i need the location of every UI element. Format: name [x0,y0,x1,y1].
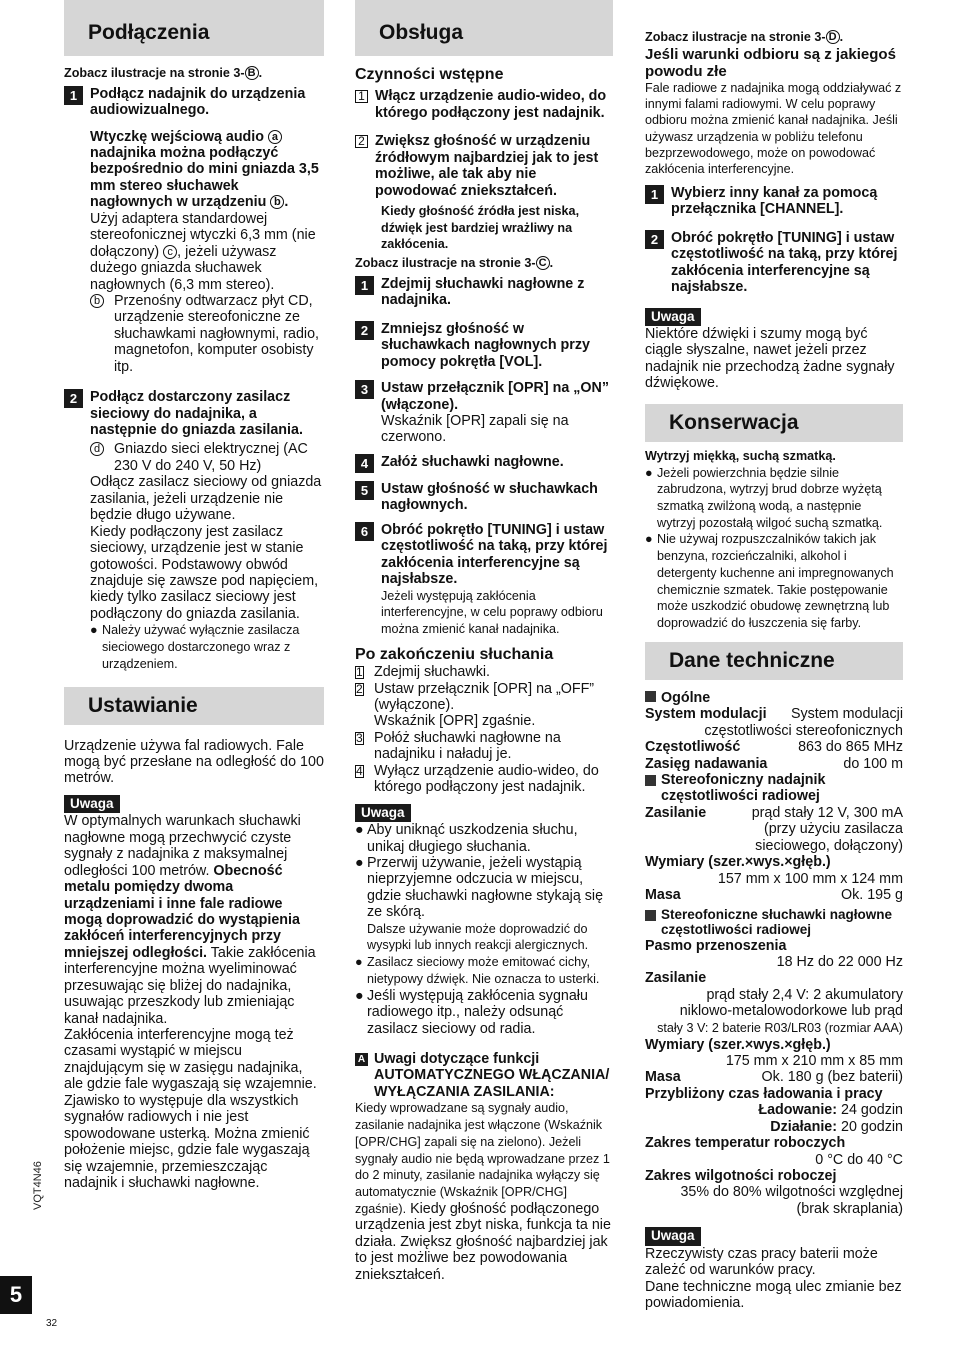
step-2-body: d Gniazdo sieci elektrycznej (AC 230 V do 240 V, 50 Hz) Odłącz zasilacz sieciowy od gniazda zasilania, jeżeli urządzenie nie będzie długo używane. Kiedy podłączony jest zasilacz sieciowy, urządzenie jest w stanie gotowości. Podstawowy obwód znajduje się zawsze pod napięciem, kiedy tylko zasilacz sieciowy jest podłączony do gniazda zasilania. ● Należy używać wyłącznie zasilacza sieciowego dostarczonego wraz z urządzeniem. [90,441,322,671]
step-number-icon: 1 [64,86,83,105]
note-badge: Uwaga [355,804,411,823]
illustration-ref: Zobacz ilustracje na stronie 3- B . [64,66,263,80]
illustration-ref: Zobacz ilustracje na stronie 3- C . [355,256,554,271]
section-header-operation: Obsługa [355,0,613,56]
note-badge: Uwaga [645,308,701,327]
auto-power-note: A Uwagi dotyczące funkcji AUTOMATYCZNEGO WŁĄCZANIA/ WYŁĄCZANIA ZASILANIA: [355,1051,613,1100]
section-header-setup: Ustawianie [64,687,324,725]
document-code: VQT4N46 [32,1161,44,1210]
section-header-maintenance: Konserwacja [645,404,903,442]
page-number: 5 [0,1276,32,1314]
illustration-ref: Zobacz ilustracje na stronie 3- D . [645,30,844,44]
op-step-1: 1 Zdejmij słuchawki nagłowne z nadajnika. [355,276,613,309]
section-header-specs: Dane techniczne [645,642,903,680]
section-header-connections: Podłączenia [64,0,324,56]
reception-step-2: 2 Obróć pokrętło [TUNING] i ustaw częstotliwość na taką, przy której zakłócenia interferencyjne są najsłabsze. [645,230,903,296]
note-badge: Uwaga [64,795,120,814]
small-page-number: 32 [46,1318,58,1329]
prep-step-2: 2 Zwiększ głośność w urządzeniu źródłowym najbardziej jak to jest możliwe, ale tak aby nie powodować zniekształceń. [355,133,613,199]
op-step-5: 5 Ustaw głośność w słuchawkach nagłownych. [355,481,613,514]
step-1-body: Wtyczkę wejściową audio a nadajnika można podłączyć bezpośrednio do mini gniazda 3,5 mm stereo słuchawek nagłownych w urządzeniu b . Użyj adaptera standardowej stereofonicznej wtyczki 6,3 mm (nie dołączony) c , jeżeli używasz dużego gniazda słuchawek nagłownych (6,3 mm stereo). b Przenośny odtwarzacz płyt CD, urządzenie stereofoniczne ze słuchawkami nagłownymi, radio, magnetofon, komputer osobisty itp. [64,129,324,376]
step-number-icon: 2 [64,389,83,408]
column-middle: Obsługa Czynności wstępne 1 Włącz urządzenie audio-wideo, do którego podłączony jest nadajnik. 2 Zwiększ głośność w urządzeniu źródłowym najbardziej jak to jest możliwe, ale tak aby nie powodować zniekształceń. Kiedy głośność źródła jest niska, dźwięk jest bardziej wrażliwy na zakłócenia. Zobacz ilustracje na stronie 3- C . 1 Zdejmij słuchawki nagłowne z nadajnika. 2 Zmniejsz głośność w słuchawkach nagłownych przy pomocy pokrętła [VOL]. 3 Ustaw przełącznik [OPR] na „ON” (włączone). Wskaźnik [OPR] zapali się na czerwono. 4 Załóż słuchawki nagłowne. 5 Ustaw głośność w słuchawkach nagłownych. 6 Obróć pokrętło [TUNING] i ustaw częstotliwość na taką, przy której zakłócenia interferencyjne są najsłabsze. Jeżeli występują zakłócenia interferencyjne, w celu poprawy odbioru można zmienić kanał nadajnika. Po zakończeniu słuchania 1 Zdejmij słuchawki. 2 Ustaw przełącznik [OPR] na „OFF” (wyłączone). Wskaźnik [OPR] zgaśnie. 3 Połóż słuchawki nagłowne na nadajniku i naładuj je. 4 Wyłącz urządzenie audio-wideo, do którego podłączony jest nadajnik. Uwaga ● Aby uniknąć uszkodzenia słuchu, unikaj długiego słuchania. ● Przerwij używanie, jeżeli wystąpią nieprzyjemne odczucia w miejscu, gdzie słuchawki nagłowne stykają się ze skórą. Dalsze używanie może doprowadzić do wysypki lub innych reakcji alergicznych. ● Zasilacz sieciowy może emitować cichy, nietypowy dźwięk. Nie oznacza to usterki. ● Jeśli występują zakłócenia sygnału radiowego itp., należy odsunąć zasilacz sieciowy od radia. A Uwagi dotyczące funkcji AUTOMATYCZNEGO WŁĄCZANIA/ WYŁĄCZANIA ZASILANIA: Kiedy wprowadzane są sygnały audio, zasilanie nadajnika jest włączone (Wskaźnik [OPR/CHG] zapali się na zielono). Jeżeli sygnały audio nie będą wprowadzane przez 1 do 2 minuty, zasilanie nadajnika wyłączy się automatycznie (Wskaźnik [OPR/CHG] zgaśnie). Kiedy głośność podłączonego urządzenia jest zbyt niska, funkcja ta nie działa. Zwiększ głośność najbardziej jak to jest możliwe bez powodowania zniekształceń. [355,0,613,1283]
column-right: Zobacz ilustracje na stronie 3- D . Jeśli warunki odbioru są z jakiegoś powodu złe Fale radiowe z nadajnika mogą oddziaływać z innymi falami radiowymi. W celu poprawy odbioru można zmienić kanał nadajnika. Jeśli używasz urządzenia w pobliżu telefonu bezprzewodowego, może on powodować zakłócenia interferencyjne. 1 Wybierz inny kanał za pomocą przełącznika [CHANNEL]. 2 Obróć pokrętło [TUNING] i ustaw częstotliwość na taką, przy której zakłócenia interferencyjne są najsłabsze. Uwaga Niektóre dźwięki i szumy mogą być ciągle słyszalne, nawet jeżeli przez nadajnik nie przechodzą żadne sygnały dźwiękowe. Konserwacja Wytrzyj miękką, suchą szmatką. ● Jeżeli powierzchnia będzie silnie zabrudzona, wytrzyj brud dobrze wyżętą szmatką zwilżoną wodą, a następnie wytrzyj pozostałą wilgoć suchą szmatką. ● Nie używaj rozpuszczalników takich jak benzyna, rozcieńczalniki, alkohol i detergenty kuchenne ani impregnowanych chemicznie szmatek. Takie postępowanie może uszkodzić obudowę zewnętrzną lub doprowadzić do łuszczenia się farby. Dane techniczne Ogólne System modulacji System modulacji częstotliwości stereofonicznych Częstotliwość 863 do 865 MHz Zasięg nadawania do 100 m Stereofoniczny nadajnik częstotliwości radiowej Zasilanie prąd stały 12 V, 300 mA (przy użyciu zasilacza sieciowego, dołączony) Wymiary (szer.×wys.×głęb.) 157 mm x 100 mm x 124 mm Masa Ok. 195 g Stereofoniczne słuchawki nagłowne częstotliwości radiowej Pasmo przenoszenia 18 Hz do 22 000 Hz Zasilanie prąd stały 2,4 V: 2 akumulatory niklowo-metalowodorkowe lub prąd stały 3 V: 2 baterie R03/LR03 (rozmiar AAA) Wymiary (szer.×wys.×głęb.) 175 mm x 210 mm x 85 mm Masa Ok. 180 g (bez baterii) Przybliżony czas ładowania i pracy Ładowanie: 24 godzin Działanie: 20 godzin Zakres temperatur roboczych 0 °C do 40 °C Zakres wilgotności roboczej 35% do 80% wilgotności względnej (brak skraplania) Uwaga Rzeczywisty czas pracy baterii może zależć od warunków pracy. Dane techniczne mogą ulec zmianie bez powiadomienia. [645,30,903,1312]
step-2: 2 Podłącz dostarczony zasilacz sieciowy do nadajnika, a następnie do gniazda zasilania. [64,389,324,438]
op-step-6: 6 Obróć pokrętło [TUNING] i ustaw częstotliwość na taką, przy której zakłócenia interferencyjne są najsłabsze. Jeżeli występują zakłócenia interferencyjne, w celu poprawy odbioru można zmienić kanał nadajnika. [355,522,613,638]
reception-step-1: 1 Wybierz inny kanał za pomocą przełącznika [CHANNEL]. [645,185,903,218]
prep-step-1: 1 Włącz urządzenie audio-wideo, do którego podłączony jest nadajnik. [355,88,613,121]
column-left: Podłączenia Zobacz ilustracje na stronie 3- B . 1 Podłącz nadajnik do urządzenia audiowizualnego. Wtyczkę wejściową audio a nadajnika można podłączyć bezpośrednio do mini gniazda 3,5 mm stereo słuchawek nagłownych w urządzeniu b . Użyj adaptera standardowej stereofonicznej wtyczki 6,3 mm (nie dołączony) c , jeżeli używasz dużego gniazda słuchawek nagłownych (6,3 mm stereo). b Przenośny odtwarzacz płyt CD, urządzenie stereofoniczne ze słuchawkami nagłownymi, radio, magnetofon, komputer osobisty itp. 2 Podłącz dostarczony zasilacz sieciowy do nadajnika, a następnie do gniazda zasilania. d Gniazdo sieci elektrycznej (AC 230 V do 240 V, 50 Hz) Odłącz zasilacz sieciowy od gniazda zasilania, jeżeli urządzenie nie będzie długo używane. Kiedy podłączony jest zasilacz sieciowy, urządzenie jest w stanie gotowości. Podstawowy obwód znajduje się zawsze pod napięciem, kiedy tylko zasilacz sieciowy jest podłączony do gniazda zasilania. ● Należy używać wyłącznie zasilacza sieciowego dostarczonego wraz z urządzeniem. Ustawianie Urządzenie używa fal radiowych. Fale mogą być przesłane na odległość do 100 metrów. Uwaga W optymalnych warunkach słuchawki nagłowne mogą przechwycić czyste sygnały z nadajnika z maksymalnej odległości 100 metrów. Obecność metalu pomiędzy dwoma urządzeniami i inne fale radiowe mogą doprowadzić do wystąpienia zakłóceń interferencyjnych przy mniejszej odległości. Takie zakłócenia interferencyjne można wyeliminować przesuwając się bliżej do nadajnika, usuwając przeszkody lub zmieniając kanał nadajnika. Zakłócenia interferencyjne mogą też czasami wystąpić w miejscu znajdującym się w zasięgu nadajnika, ale gdzie fale wygaszają się wzajemnie. Zjawisko to występuje dla wszystkich sygnałów radiowych i nie jest spowodowane usterką. Można zmienić położenie miejsc, gdzie fale wygaszają się wzajemnie, przemieszczając nadajnik i słuchawki nagłowne. [64,0,324,1191]
note-badge: Uwaga [645,1227,701,1246]
specs: Ogólne System modulacji System modulacji częstotliwości stereofonicznych Częstotliwość 863 do 865 MHz Zasięg nadawania do 100 m Stereofoniczny nadajnik częstotliwości radiowej Zasilanie prąd stały 12 V, 300 mA (przy użyciu zasilacza sieciowego, dołączony) Wymiary (szer.×wys.×głęb.) 157 mm x 100 mm x 124 mm Masa Ok. 195 g Stereofoniczne słuchawki nagłowne częstotliwości radiowej Pasmo przenoszenia 18 Hz do 22 000 Hz Zasilanie prąd stały 2,4 V: 2 akumulatory niklowo-metalowodorkowe lub prąd stały 3 V: 2 baterie R03/LR03 (rozmiar AAA) Wymiary (szer.×wys.×głęb.) 175 mm x 210 mm x 85 mm Masa Ok. 180 g (bez baterii) Przybliżony czas ładowania i pracy Ładowanie: 24 godzin Działanie: 20 godzin Zakres temperatur roboczych 0 °C do 40 °C Zakres wilgotności roboczej 35% do 80% wilgotności względnej (brak skraplania) [645,689,903,1217]
op-step-4: 4 Załóż słuchawki nagłowne. [355,454,613,473]
setup-note: W optymalnych warunkach słuchawki nagłowne mogą przechwycić czyste sygnały z nadajnika z maksymalnej odległości 100 metrów. Obecność metalu pomiędzy dwoma urządzeniami i inne fale radiowe mogą doprowadzić do wystąpienia zakłóceń interferencyjnych przy mniejszej odległości. Takie zakłócenia interferencyjne można wyeliminować przesuwając się bliżej do nadajnika, usuwając przeszkody lub zmieniając kanał nadajnika. Zakłócenia interferencyjne mogą też czasami wystąpić w miejscu znajdującym się w zasięgu nadajnika, ale gdzie fale wygaszają się wzajemnie. Zjawisko to występuje dla wszystkich sygnałów radiowych i nie jest spowodowane usterką. Można zmienić położenie miejsc, gdzie fale wygaszają się wzajemnie, przemieszczając nadajnik i słuchawki nagłowne. [64,813,317,1191]
step-1: 1 Podłącz nadajnik do urządzenia audiowizualnego. [64,86,324,119]
op-step-2: 2 Zmniejsz głośność w słuchawkach nagłownych przy pomocy pokrętła [VOL]. [355,321,613,370]
op-step-3: 3 Ustaw przełącznik [OPR] na „ON” (włączone). Wskaźnik [OPR] zapali się na czerwono. [355,380,613,446]
note-b: b Przenośny odtwarzacz płyt CD, urządzenie stereofoniczne ze słuchawkami nagłownymi, radio, magnetofon, komputer osobisty itp. [90,293,324,375]
